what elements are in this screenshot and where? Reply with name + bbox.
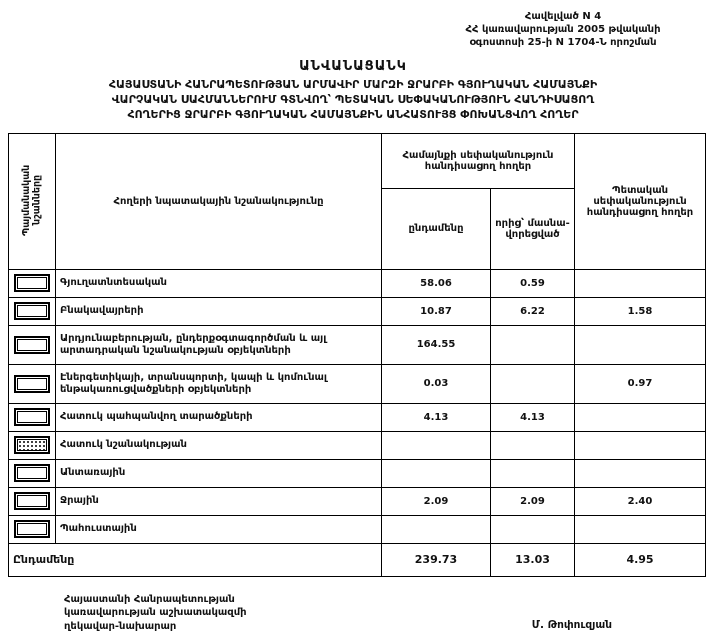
cell-state	[575, 325, 706, 364]
appendix-line: ՀՀ կառավարության 2005 թվականի	[465, 24, 661, 35]
cell-total	[382, 515, 491, 543]
total-state: 4.95	[575, 543, 706, 576]
table-row	[9, 459, 706, 487]
land-table	[8, 133, 706, 577]
plain-box-icon	[14, 274, 50, 292]
plain-box-icon	[14, 464, 50, 482]
cell-privatized: 0.59	[491, 269, 575, 297]
row-label: Էներգետիկայի, տրանսպորտի, կապի և կոմունալ ենթակառուցվածքների օբյեկտների	[56, 364, 382, 403]
cell-total: 164.55	[382, 325, 491, 364]
cell-state	[575, 459, 706, 487]
col-header-symbols-label: Պայմանական նշանները	[20, 163, 42, 236]
cell-state	[575, 403, 706, 431]
table-row	[9, 403, 706, 431]
total-total: 239.73	[382, 543, 491, 576]
plain-box-icon	[14, 520, 50, 538]
footer	[64, 593, 642, 634]
plain-box-icon	[14, 302, 50, 320]
signatory-title	[64, 593, 247, 634]
table-row	[9, 364, 706, 403]
total-label: Ընդամենը	[9, 543, 382, 576]
col-header-symbols	[9, 133, 56, 269]
appendix-line: օգոստոսի 25-ի N 1704-Ն որոշման	[469, 37, 657, 48]
signatory-line: կառավարության աշխատակազմի	[64, 607, 247, 619]
cell-privatized	[491, 515, 575, 543]
row-label: Անտառային	[56, 459, 382, 487]
cell-state: 0.97	[575, 364, 706, 403]
col-header-privatized: որից՝ մասնա-վորեցված	[491, 188, 575, 269]
plain-box-icon	[14, 336, 50, 354]
cell-state	[575, 515, 706, 543]
cell-privatized	[491, 364, 575, 403]
cell-privatized	[491, 459, 575, 487]
row-label: Գյուղատնտեսական	[56, 269, 382, 297]
subtitle-line: ՀՈՂԵՐԻՑ ՋՐԱՐԲԻ ԳՅՈՒՂԱԿԱՆ ՀԱՄԱՅՆՔԻՆ ԱՆՀԱՏՈՒՅՑ ՓՈԽԱՆՑՎՈՂ ՀՈՂԵՐ	[127, 107, 579, 121]
cell-total: 2.09	[382, 487, 491, 515]
table-row	[9, 269, 706, 297]
cell-state	[575, 431, 706, 459]
subtitle-line: ՎԱՐՉԱԿԱՆ ՍԱՀՄԱՆՆԵՐՈՒՄ ԳՏՆՎՈՂ՝ ՊԵՏԱԿԱՆ ՍԵՓԱԿԱՆՈՒԹՅՈՒՆ ՀԱՆԴԻՍԱՑՈՂ	[111, 92, 595, 106]
appendix-note	[438, 10, 688, 49]
table-header-row-1	[9, 133, 706, 188]
cell-privatized	[491, 431, 575, 459]
signatory-line: Հայաստանի Հանրապետության	[64, 593, 235, 605]
signatory-line: ղեկավար-նախարար	[64, 620, 177, 632]
page-title: ԱՆՎԱՆԱՑԱՆԿ	[299, 59, 407, 74]
subtitle	[4, 78, 702, 123]
row-label: Բնակավայրերի	[56, 297, 382, 325]
signature-name: Մ. Թոփուզյան	[531, 619, 612, 632]
table-row	[9, 325, 706, 364]
table-row	[9, 297, 706, 325]
plain-box-icon	[14, 408, 50, 426]
col-header-state: Պետական սեփականություն հանդիսացող հողեր	[575, 133, 706, 269]
cell-total	[382, 431, 491, 459]
subtitle-line: ՀԱՅԱՍՏԱՆԻ ՀԱՆՐԱՊԵՏՈՒԹՅԱՆ ԱՐՄԱՎԻՐ ՄԱՐԶԻ ՋՐԱՐԲԻ ԳՅՈՒՂԱԿԱՆ ՀԱՄԱՅՆՔԻ	[108, 78, 598, 91]
cell-total: 58.06	[382, 269, 491, 297]
table-total-row	[9, 543, 706, 576]
row-label: Ջրային	[56, 487, 382, 515]
row-label: Արդյունաբերության, ընդերքօգտագործման և այլ արտադրական նշանակության օբյեկտների	[56, 325, 382, 364]
cell-total: 0.03	[382, 364, 491, 403]
col-header-community-group: Համայնքի սեփականություն հանդիսացող հողեր	[382, 133, 575, 188]
table-row	[9, 487, 706, 515]
appendix-line: Հավելված N 4	[524, 11, 602, 22]
cell-state: 2.40	[575, 487, 706, 515]
cell-total	[382, 459, 491, 487]
plain-box-icon	[14, 492, 50, 510]
table-row	[9, 431, 706, 459]
cell-privatized: 6.22	[491, 297, 575, 325]
table-row	[9, 515, 706, 543]
total-privatized: 13.03	[491, 543, 575, 576]
row-label: Հատուկ պահպանվող տարածքների	[56, 403, 382, 431]
cell-privatized: 2.09	[491, 487, 575, 515]
cell-total: 10.87	[382, 297, 491, 325]
row-label: Հատուկ նշանակության	[56, 431, 382, 459]
cell-privatized: 4.13	[491, 403, 575, 431]
cell-state: 1.58	[575, 297, 706, 325]
row-label: Պահուստային	[56, 515, 382, 543]
plain-box-icon	[14, 375, 50, 393]
col-header-total: ընդամենը	[382, 188, 491, 269]
cell-total: 4.13	[382, 403, 491, 431]
cell-privatized	[491, 325, 575, 364]
cell-state	[575, 269, 706, 297]
dotted-box-icon	[14, 436, 50, 454]
col-header-purpose: Հողերի նպատակային նշանակությունը	[56, 133, 382, 269]
